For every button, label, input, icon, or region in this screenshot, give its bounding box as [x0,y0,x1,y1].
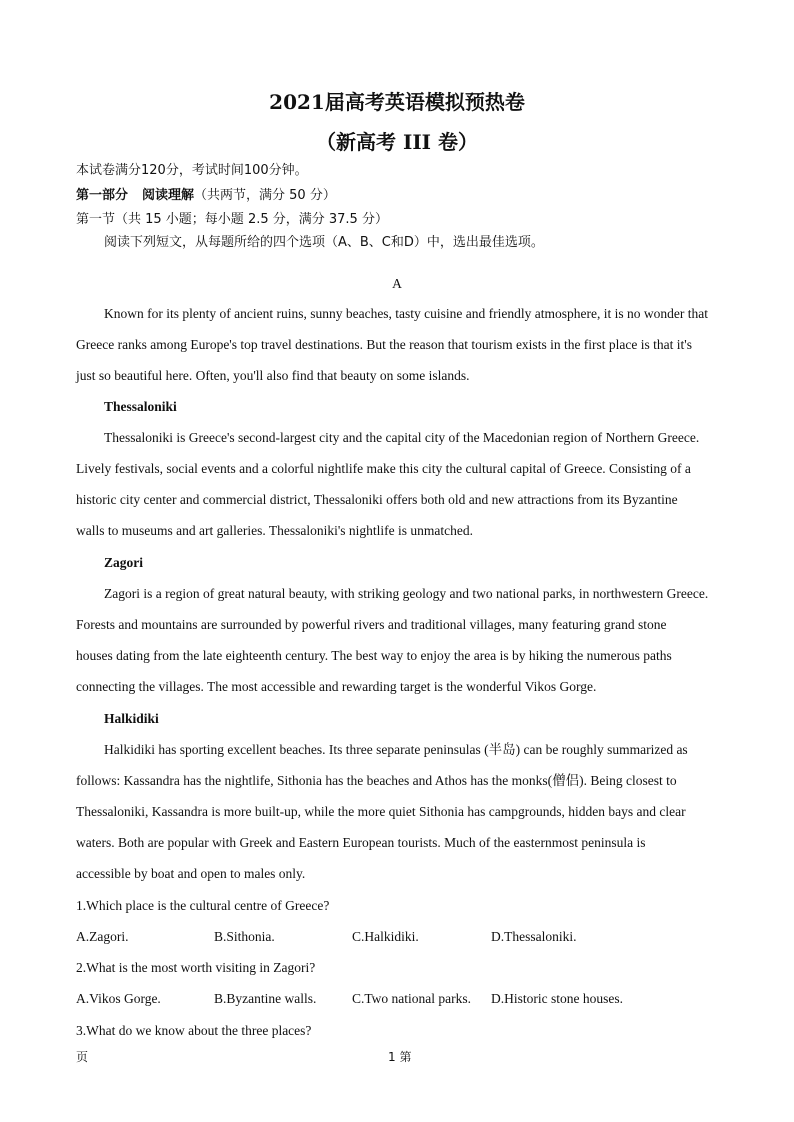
passage-line: Thessaloniki, Kassandra is more built-up, while the more quiet Sithonia has campgrounds, hidden bays and clear [76,804,686,819]
question-option: D.Historic stone houses. [491,991,623,1006]
passage-line: follows: Kassandra has the nightlife, Sithonia has the beaches and Athos has the monks(僧侣). Being closest to [76,773,677,788]
question-option: A.Zagori. [76,929,129,944]
passage-line: Greece ranks among Europe's top travel destinations. But the reason that tourism exists in the first place is that it's [76,337,692,352]
passage-line: Forests and mountains are surrounded by powerful rivers and traditional villages, many featuring grand stone [76,617,667,632]
part-note: （共两节，满分 50 分） [194,188,336,203]
question-option: D.Thessaloniki. [491,929,577,944]
passage-line: Zagori is a region of great natural beauty, with striking geology and two national parks, in northwestern Greece. [104,586,709,601]
footer-page-number: 1 第 [388,1050,412,1064]
section-heading-halkidiki: Halkidiki [104,711,159,726]
passage-line: historic city center and commercial district, Thessaloniki offers both old and new attractions from its Byzantine [76,492,678,507]
exam-title: 2021届高考英语模拟预热卷 [269,90,525,114]
question-option: B.Sithonia. [214,929,275,944]
section-heading-zagori: Zagori [104,555,143,570]
exam-subtitle: （新高考 III 卷） [316,130,478,154]
question-option: C.Halkidiki. [352,929,419,944]
part-name: 阅读理解 [142,188,195,203]
section-one-header: 第一节（共 15 小题；每小题 2.5 分，满分 37.5 分） [76,212,388,227]
passage-line: just so beautiful here. Often, you'll also find that beauty on some islands. [76,368,470,383]
passage-line: Halkidiki has sporting excellent beaches. Its three separate peninsulas (半岛) can be roughly summarized as [104,742,688,757]
question-option: A.Vikos Gorge. [76,991,161,1006]
question-stem: 3.What do we know about the three places? [76,1023,312,1038]
question-option: B.Byzantine walls. [214,991,317,1006]
passage-line: accessible by boat and open to males only. [76,866,306,881]
question-stem: 1.Which place is the cultural centre of Greece? [76,898,330,913]
passage-line: Lively festivals, social events and a colorful nightlife make this city the cultural capital of Greece. Consisting of a [76,461,691,476]
passage-line: walls to museums and art galleries. Thessaloniki's nightlife is unmatched. [76,523,473,538]
passage-label: A [392,276,402,291]
part-one-header [76,187,736,205]
passage-line: connecting the villages. The most accessible and rewarding target is the wonderful Vikos Gorge. [76,679,597,694]
passage-line: Known for its plenty of ancient ruins, sunny beaches, tasty cuisine and friendly atmosphere, it is no wonder that [104,306,708,321]
part-label: 第一部分 [76,188,129,203]
instructions: 阅读下列短文，从每题所给的四个选项（A、B、C和D）中，选出最佳选项。 [104,235,544,250]
question-option: C.Two national parks. [352,991,472,1006]
passage-line: waters. Both are popular with Greek and Eastern European tourists. Much of the easternmost peninsula is [76,835,646,850]
full-marks-note: 本试卷满分120分，考试时间100分钟。 [76,163,308,178]
passage-line: Thessaloniki is Greece's second-largest city and the capital city of the Macedonian region of Northern Greece. [104,430,700,445]
question-stem: 2.What is the most worth visiting in Zagori? [76,960,316,975]
passage-line: houses dating from the late eighteenth century. The best way to enjoy the area is by hiking the numerous paths [76,648,672,663]
footer-left: 页 [76,1050,89,1064]
section-heading-thessaloniki: Thessaloniki [104,399,177,414]
